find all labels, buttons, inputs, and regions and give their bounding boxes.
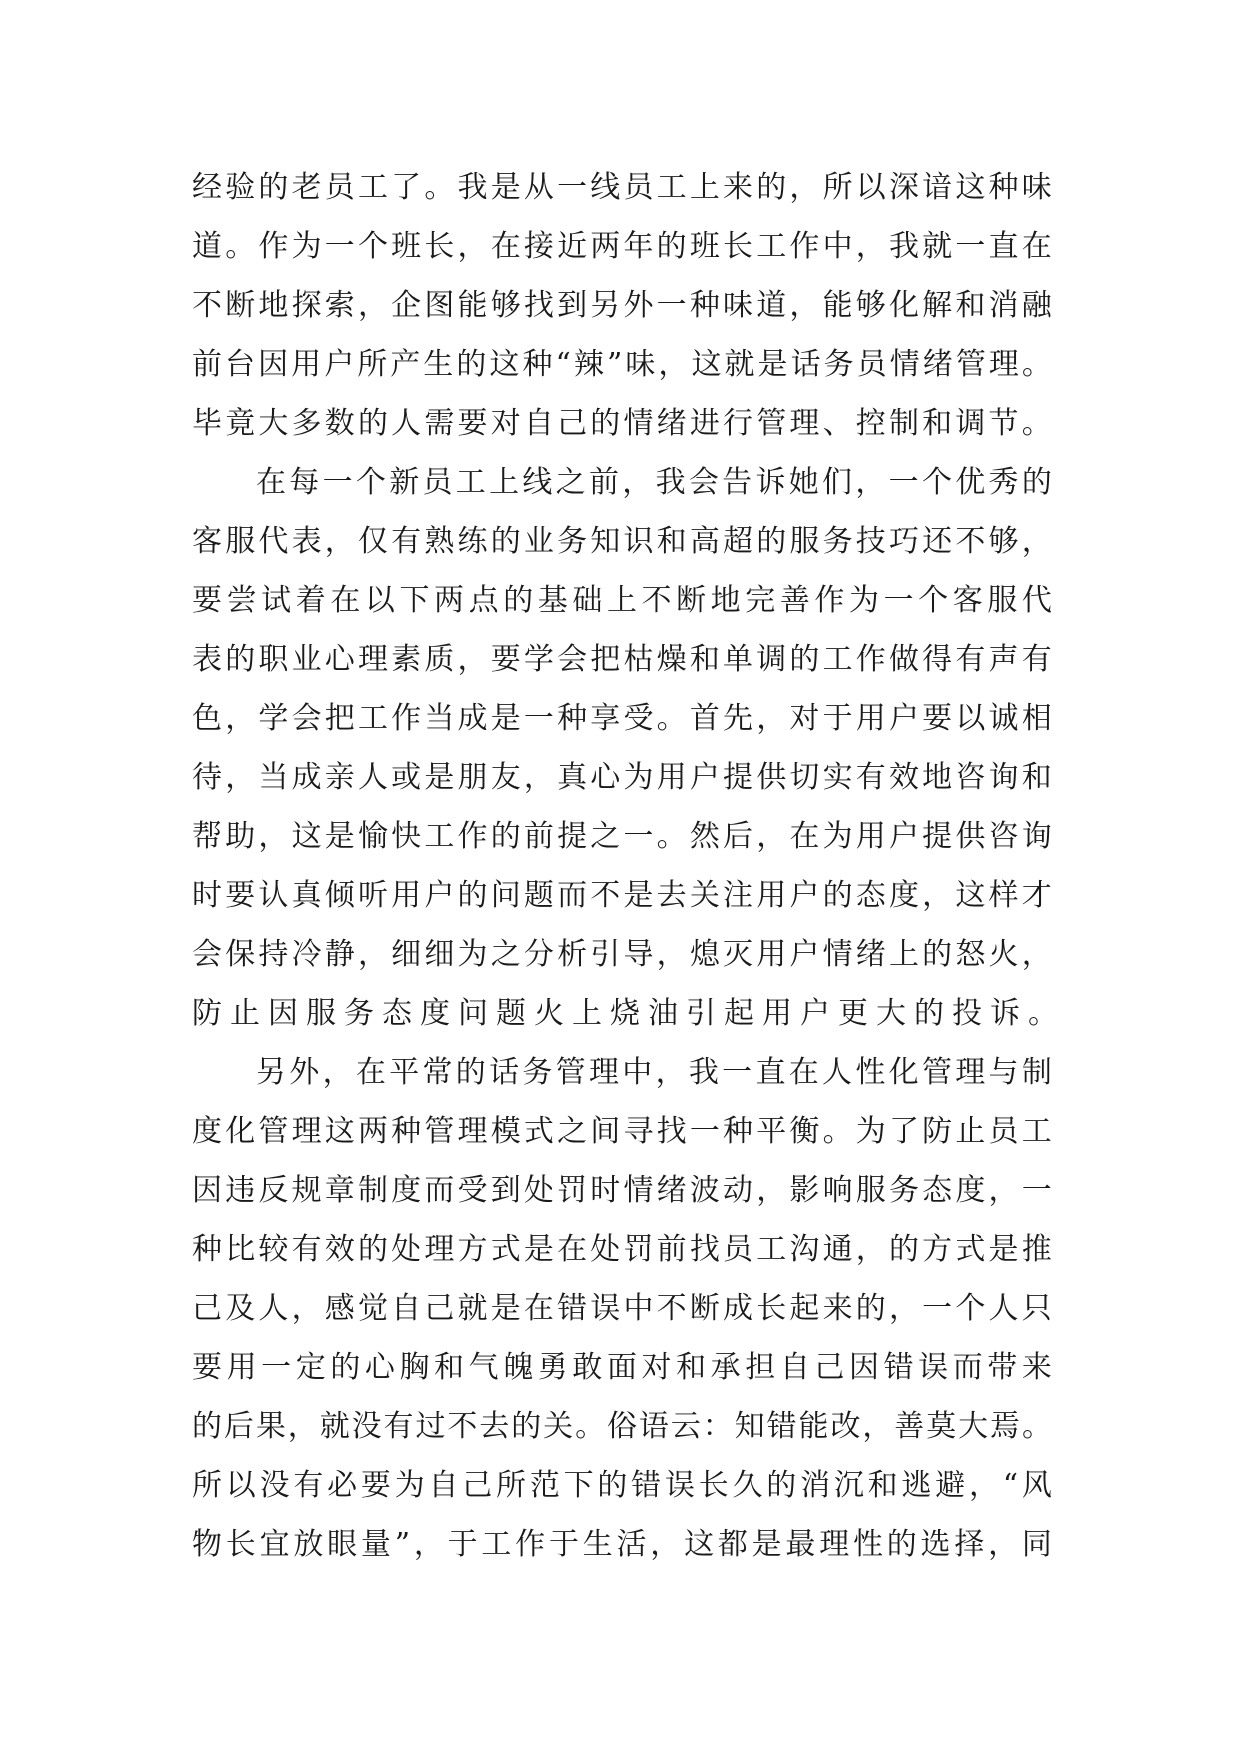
- text-line: 道 。 作 为 一 个 班 长 ， 在 接 近 两 年 的 班 长 工 作 中 ， 我 就 一 直 在: [192, 229, 1052, 264]
- text-line: 会 保 持 冷 静 ， 细 细 为 之 分 析 引 导 ， 熄 灭 用 户 情 绪 上 的 怒 火 ，: [192, 937, 1052, 972]
- text-line: 因 违 反 规 章 制 度 而 受 到 处 罚 时 情 绪 波 动 ， 影 响 服 务 态 度 ， 一: [192, 1173, 1052, 1208]
- text-line: 所 以 没 有 必 要 为 自 己 所 范 下 的 错 误 长 久 的 消 沉 和 逃 避 ， “ 风: [192, 1468, 1052, 1503]
- text-line: 种 比 较 有 效 的 处 理 方 式 是 在 处 罚 前 找 员 工 沟 通 ， 的 方 式 是 推: [192, 1232, 1052, 1267]
- text-line: 客 服 代 表 ， 仅 有 熟 练 的 业 务 知 识 和 高 超 的 服 务 技 巧 还 不 够 ，: [192, 524, 1052, 559]
- body-text: [192, 158, 1066, 1574]
- text-line: 时 要 认 真 倾 听 用 户 的 问 题 而 不 是 去 关 注 用 户 的 态 度 ， 这 样 才: [192, 878, 1052, 913]
- text-line: 在 每 一 个 新 员 工 上 线 之 前 ， 我 会 告 诉 她 们 ， 一 个 优 秀 的: [256, 465, 1052, 500]
- text-line: 的 后 果 ， 就 没 有 过 不 去 的 关 。 俗 语 云 ： 知 错 能 改 ， 善 莫 大 焉 。: [192, 1409, 1052, 1444]
- text-line: 防止因服务态度问题火上烧油引起用户更大的投诉。: [192, 996, 1066, 1031]
- text-line: 己 及 人 ， 感 觉 自 己 就 是 在 错 误 中 不 断 成 长 起 来 的 ， 一 个 人 只: [192, 1291, 1052, 1326]
- text-line: 前 台 因 用 户 所 产 生 的 这 种 “ 辣 ” 味 ， 这 就 是 话 务 员 情 绪 管 理 。: [192, 347, 1052, 382]
- text-line: 要 尝 试 着 在 以 下 两 点 的 基 础 上 不 断 地 完 善 作 为 一 个 客 服 代: [192, 583, 1052, 618]
- text-line: 物 长 宜 放 眼 量 ” ， 于 工 作 于 生 活 ， 这 都 是 最 理 性 的 选 择 ， 同: [192, 1527, 1052, 1562]
- text-line: 要 用 一 定 的 心 胸 和 气 魄 勇 敢 面 对 和 承 担 自 己 因 错 误 而 带 来: [192, 1350, 1052, 1385]
- text-line: 色 ， 学 会 把 工 作 当 成 是 一 种 享 受 。 首 先 ， 对 于 用 户 要 以 诚 相: [192, 701, 1052, 736]
- text-line: 毕 竟 大 多 数 的 人 需 要 对 自 己 的 情 绪 进 行 管 理 、 控 制 和 调 节 。: [192, 406, 1052, 441]
- text-line: 另 外 ， 在 平 常 的 话 务 管 理 中 ， 我 一 直 在 人 性 化 管 理 与 制: [256, 1055, 1052, 1090]
- text-line: 不 断 地 探 索 ， 企 图 能 够 找 到 另 外 一 种 味 道 ， 能 够 化 解 和 消 融: [192, 288, 1052, 323]
- text-line: 表 的 职 业 心 理 素 质 ， 要 学 会 把 枯 燥 和 单 调 的 工 作 做 得 有 声 有: [192, 642, 1052, 677]
- text-line: 帮 助 ， 这 是 愉 快 工 作 的 前 提 之 一 。 然 后 ， 在 为 用 户 提 供 咨 询: [192, 819, 1052, 854]
- text-line: 待 ， 当 成 亲 人 或 是 朋 友 ， 真 心 为 用 户 提 供 切 实 有 效 地 咨 询 和: [192, 760, 1052, 795]
- text-line: 经 验 的 老 员 工 了 。 我 是 从 一 线 员 工 上 来 的 ， 所 以 深 谙 这 种 味: [192, 170, 1052, 205]
- text-line: 度 化 管 理 这 两 种 管 理 模 式 之 间 寻 找 一 种 平 衡 。 为 了 防 止 员 工: [192, 1114, 1052, 1149]
